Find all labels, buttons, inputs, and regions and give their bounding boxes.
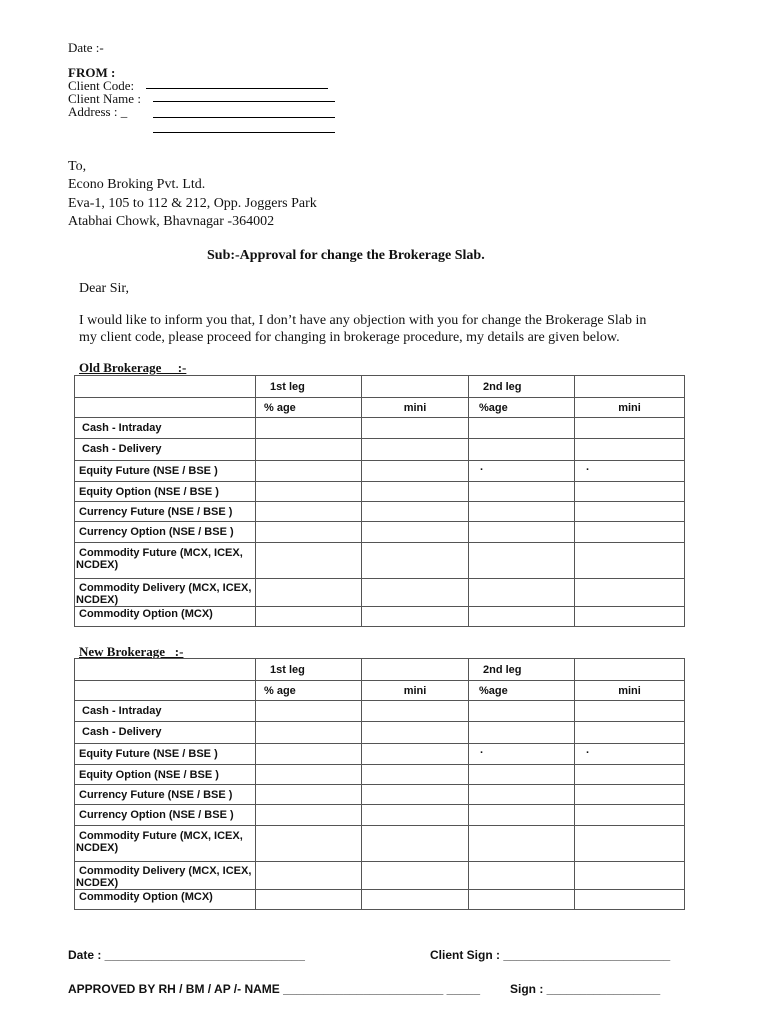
- rate-cell[interactable]: [362, 890, 469, 910]
- rate-cell[interactable]: [469, 765, 575, 785]
- rate-cell[interactable]: [469, 826, 575, 862]
- table-row-label: Cash - Intraday: [75, 418, 256, 439]
- new-brokerage-table: [74, 658, 685, 910]
- rate-cell[interactable]: [256, 805, 362, 826]
- rate-cell[interactable]: [469, 543, 575, 579]
- leg1-mini-header: mini: [362, 681, 469, 701]
- recipient-company: Econo Broking Pvt. Ltd.: [68, 177, 206, 192]
- rate-cell[interactable]: [469, 805, 575, 826]
- rate-cell[interactable]: [469, 862, 575, 890]
- rate-cell[interactable]: [575, 744, 685, 765]
- rate-cell[interactable]: [575, 482, 685, 502]
- rate-cell[interactable]: [362, 607, 469, 627]
- rate-cell[interactable]: [256, 722, 362, 744]
- table-row-label: Commodity Option (MCX): [75, 890, 256, 910]
- rate-cell[interactable]: [469, 607, 575, 627]
- rate-cell[interactable]: [575, 418, 685, 439]
- rate-cell[interactable]: [362, 579, 469, 607]
- old-brokerage-title: Old Brokerage :-: [79, 360, 187, 375]
- rate-cell[interactable]: [469, 461, 575, 482]
- rate-cell[interactable]: [256, 890, 362, 910]
- subject-line: Sub:-Approval for change the Brokerage Slab.: [207, 248, 485, 263]
- leg2-mini-header: mini: [575, 681, 685, 701]
- rate-cell[interactable]: [256, 744, 362, 765]
- client-code-field[interactable]: [146, 88, 328, 89]
- rate-cell[interactable]: [362, 862, 469, 890]
- rate-cell[interactable]: [575, 543, 685, 579]
- rate-cell[interactable]: [256, 522, 362, 543]
- address-label: Address : _: [68, 104, 128, 119]
- client-code-label: Client Code:: [68, 78, 135, 93]
- table-row-label: Equity Future (NSE / BSE ): [75, 744, 256, 765]
- to-label: To,: [68, 159, 87, 174]
- placeholder-mark: .: [586, 744, 590, 756]
- old-brokerage-table: [74, 375, 685, 627]
- placeholder-mark: .: [480, 744, 484, 756]
- client-sign[interactable]: Client Sign : _________________________: [430, 948, 671, 962]
- date-label: Date :-: [68, 40, 104, 55]
- table-row-label: Currency Option (NSE / BSE ): [75, 805, 256, 826]
- table-row-label: Currency Option (NSE / BSE ): [75, 522, 256, 543]
- rate-cell[interactable]: [362, 522, 469, 543]
- rate-cell[interactable]: [575, 439, 685, 461]
- body-line-1: I would like to inform you that, I don’t have any objection with you for change the Brokerage Slab in: [79, 313, 647, 328]
- table-header-blank: [75, 659, 256, 681]
- rate-cell[interactable]: [362, 701, 469, 722]
- table-row-label: Equity Option (NSE / BSE ): [75, 765, 256, 785]
- leg1-percent-header: % age: [256, 681, 362, 701]
- table-row-label: Cash - Delivery: [75, 439, 256, 461]
- rate-cell[interactable]: [256, 482, 362, 502]
- rate-cell[interactable]: [575, 579, 685, 607]
- leg2-header: 2nd leg: [469, 376, 575, 398]
- rate-cell[interactable]: [575, 701, 685, 722]
- rate-cell[interactable]: [469, 701, 575, 722]
- table-row-label: Currency Future (NSE / BSE ): [75, 502, 256, 522]
- rate-cell[interactable]: [256, 461, 362, 482]
- address-field-line1[interactable]: [153, 117, 335, 118]
- table-row-label: Equity Future (NSE / BSE ): [75, 461, 256, 482]
- table-row-label: Commodity Delivery (MCX, ICEX, NCDEX): [75, 579, 256, 607]
- leg1-mini-header: mini: [362, 398, 469, 418]
- rate-cell[interactable]: [362, 543, 469, 579]
- rate-cell[interactable]: [575, 826, 685, 862]
- rate-cell[interactable]: [469, 722, 575, 744]
- rate-cell[interactable]: [256, 785, 362, 805]
- leg2-percent-header: %age: [469, 681, 575, 701]
- rate-cell[interactable]: [469, 785, 575, 805]
- new-brokerage-title: New Brokerage :-: [79, 644, 184, 659]
- table-row-label: Currency Future (NSE / BSE ): [75, 785, 256, 805]
- rate-cell[interactable]: [256, 502, 362, 522]
- rate-cell[interactable]: [469, 744, 575, 765]
- client-name-label: Client Name :: [68, 91, 141, 106]
- rate-cell[interactable]: [362, 765, 469, 785]
- rate-cell[interactable]: [362, 439, 469, 461]
- table-row-label: Cash - Delivery: [75, 722, 256, 744]
- table-row-label: Equity Option (NSE / BSE ): [75, 482, 256, 502]
- rate-cell[interactable]: [362, 826, 469, 862]
- leg2-percent-header: %age: [469, 398, 575, 418]
- rate-cell[interactable]: [256, 579, 362, 607]
- rate-cell[interactable]: [469, 579, 575, 607]
- client-name-field[interactable]: [153, 101, 335, 102]
- rate-cell[interactable]: [256, 418, 362, 439]
- leg1-header: 1st leg: [256, 376, 362, 398]
- body-line-2: my client code, please proceed for changing in brokerage procedure, my details are given below.: [79, 330, 620, 345]
- table-header-blank: [75, 376, 256, 398]
- leg1-header: 1st leg: [256, 659, 362, 681]
- rate-cell[interactable]: [575, 722, 685, 744]
- address-field-line2[interactable]: [153, 132, 335, 133]
- rate-cell[interactable]: [256, 862, 362, 890]
- rate-cell[interactable]: [256, 543, 362, 579]
- rate-cell[interactable]: [256, 765, 362, 785]
- table-row-label: Cash - Intraday: [75, 701, 256, 722]
- from-label: FROM :: [68, 65, 116, 80]
- rate-cell[interactable]: [575, 502, 685, 522]
- rate-cell[interactable]: [362, 805, 469, 826]
- rate-cell[interactable]: [469, 890, 575, 910]
- rate-cell[interactable]: [575, 461, 685, 482]
- rate-cell[interactable]: [575, 607, 685, 627]
- table-row-label: Commodity Option (MCX): [75, 607, 256, 627]
- rate-cell[interactable]: [362, 461, 469, 482]
- rate-cell[interactable]: [256, 607, 362, 627]
- rate-cell[interactable]: [362, 482, 469, 502]
- rate-cell[interactable]: [256, 439, 362, 461]
- rate-cell[interactable]: [362, 418, 469, 439]
- rate-cell[interactable]: [469, 439, 575, 461]
- approver-sign[interactable]: Sign : _________________: [510, 982, 661, 996]
- rate-cell[interactable]: [362, 785, 469, 805]
- rate-cell[interactable]: [575, 862, 685, 890]
- rate-cell[interactable]: [575, 890, 685, 910]
- placeholder-mark: .: [586, 461, 590, 473]
- table-row-label: Commodity Future (MCX, ICEX, NCDEX): [75, 826, 256, 862]
- leg2-header: 2nd leg: [469, 659, 575, 681]
- leg2-mini-header: mini: [575, 398, 685, 418]
- table-row-label: Commodity Delivery (MCX, ICEX, NCDEX): [75, 862, 256, 890]
- rate-cell[interactable]: [256, 701, 362, 722]
- footer-date[interactable]: Date : ______________________________: [68, 948, 305, 962]
- rate-cell[interactable]: [469, 418, 575, 439]
- rate-cell[interactable]: [362, 744, 469, 765]
- salutation: Dear Sir,: [79, 281, 129, 296]
- rate-cell[interactable]: [469, 502, 575, 522]
- rate-cell[interactable]: [575, 522, 685, 543]
- leg1-percent-header: % age: [256, 398, 362, 418]
- rate-cell[interactable]: [469, 482, 575, 502]
- recipient-address-line1: Eva-1, 105 to 112 & 212, Opp. Joggers Park: [68, 196, 317, 211]
- rate-cell[interactable]: [362, 722, 469, 744]
- rate-cell[interactable]: [469, 522, 575, 543]
- rate-cell[interactable]: [575, 785, 685, 805]
- table-row-label: Commodity Future (MCX, ICEX, NCDEX): [75, 543, 256, 579]
- rate-cell[interactable]: [256, 826, 362, 862]
- rate-cell[interactable]: [575, 765, 685, 785]
- approved-by[interactable]: APPROVED BY RH / BM / AP /- NAME ________________________ _____: [68, 982, 481, 996]
- recipient-address-line2: Atabhai Chowk, Bhavnagar -364002: [68, 214, 275, 229]
- rate-cell[interactable]: [362, 502, 469, 522]
- rate-cell[interactable]: [575, 805, 685, 826]
- placeholder-mark: .: [480, 461, 484, 473]
